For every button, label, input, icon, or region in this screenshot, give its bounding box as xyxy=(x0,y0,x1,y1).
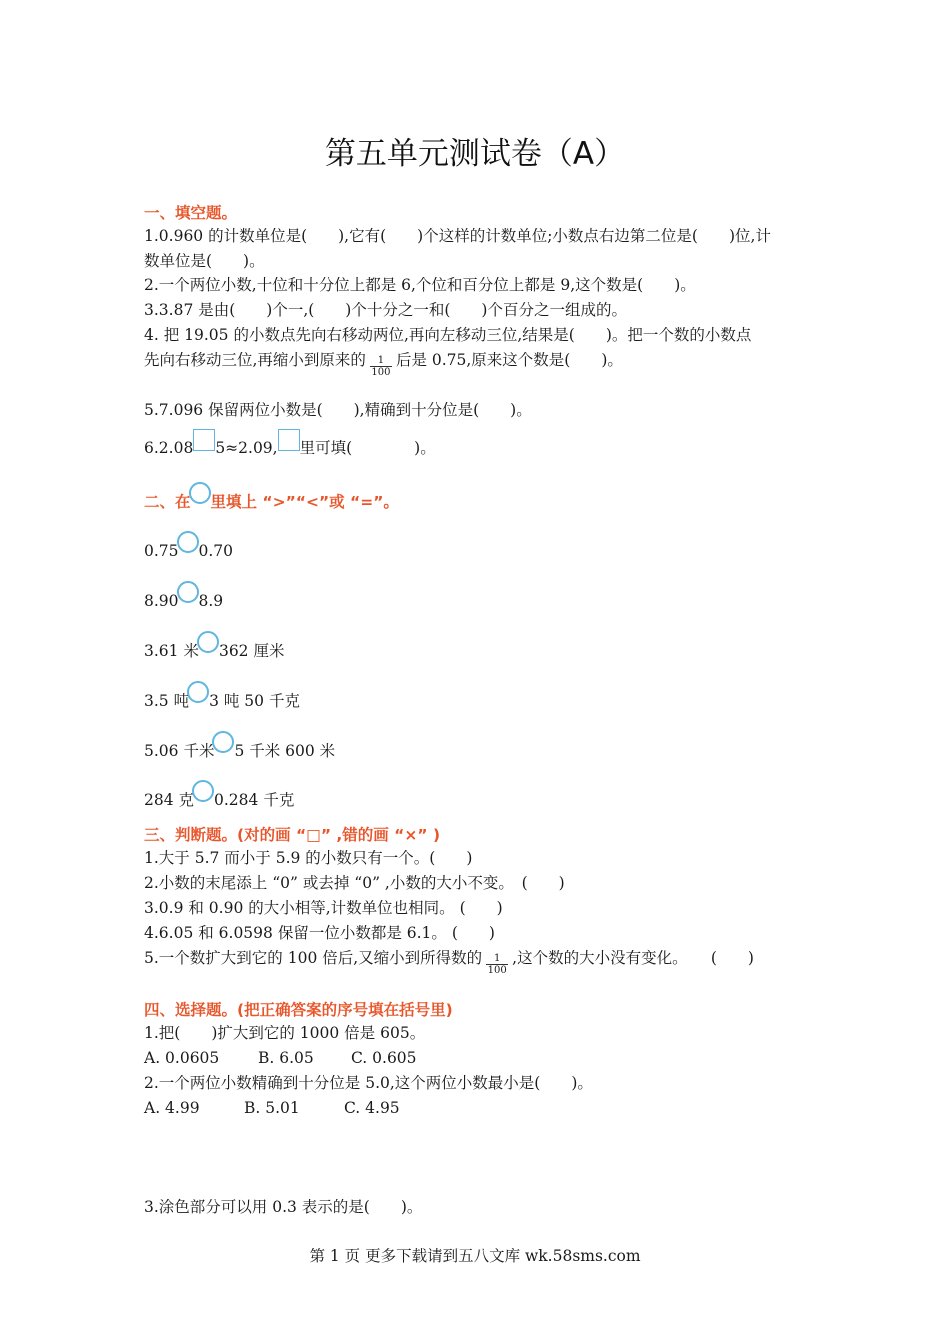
s4-q2-option-a[interactable]: A. 4.99 xyxy=(144,1099,200,1117)
fraction-1-100 xyxy=(370,355,392,375)
fraction-denominator: 100 xyxy=(371,367,391,375)
s2-heading-pre: 二、在 xyxy=(144,493,191,511)
s1-q4-line2 xyxy=(144,349,623,375)
compare-left: 284 克 xyxy=(144,791,195,809)
page-footer: 第 1 页 更多下载请到五八文库 wk.58sms.com xyxy=(309,1247,641,1265)
compare-left: 5.06 千米 xyxy=(144,742,215,760)
compare-circle[interactable] xyxy=(187,681,209,703)
compare-left: 0.75 xyxy=(144,542,179,560)
compare-right: 3 吨 50 千克 xyxy=(209,692,300,710)
s3-q5-text-post: ,这个数的大小没有变化。 ( ) xyxy=(512,949,754,967)
compare-circle[interactable] xyxy=(197,631,219,653)
blank-square[interactable] xyxy=(193,429,215,451)
s1-q4-text-post: 后是 0.75,原来这个数是( )。 xyxy=(395,351,623,369)
compare-item xyxy=(144,631,284,662)
section-2-heading xyxy=(144,482,399,512)
s3-q5-text-pre: 5.一个数扩大到它的 100 倍后,又缩小到所得数的 xyxy=(144,949,483,967)
compare-item xyxy=(144,531,233,562)
s4-q2-option-b[interactable]: B. 5.01 xyxy=(244,1099,300,1117)
compare-item xyxy=(144,731,335,762)
blank-square[interactable] xyxy=(278,429,300,451)
s3-q1: 1.大于 5.7 而小于 5.9 的小数只有一个。( ) xyxy=(144,849,473,867)
compare-right: 8.9 xyxy=(198,592,224,610)
s4-q1-option-a[interactable]: A. 0.0605 xyxy=(144,1049,220,1067)
s4-q3: 3.涂色部分可以用 0.3 表示的是( )。 xyxy=(144,1198,423,1216)
blank-circle xyxy=(189,482,211,504)
page-title: 第五单元测试卷（A） xyxy=(324,136,626,172)
s1-q6-text-b: 5≈2.09, xyxy=(215,439,278,457)
compare-right: 5 千米 600 米 xyxy=(234,742,336,760)
s4-q2-option-c[interactable]: C. 4.95 xyxy=(344,1099,400,1117)
s3-q3: 3.0.9 和 0.90 的大小相等,计数单位也相同。 ( ) xyxy=(144,899,503,917)
compare-circle[interactable] xyxy=(177,581,199,603)
compare-right: 0.70 xyxy=(198,542,234,560)
fraction-numerator: 1 xyxy=(486,953,508,965)
fraction-denominator: 100 xyxy=(487,965,507,973)
s4-q1-option-c[interactable]: C. 0.605 xyxy=(351,1049,417,1067)
compare-right: 0.284 千克 xyxy=(214,791,295,809)
s2-heading-post: 里填上 “>”“<”或 “=”。 xyxy=(210,493,399,511)
s1-q3: 3.3.87 是由( )个一,( )个十分之一和( )个百分之一组成的。 xyxy=(144,301,627,319)
s1-q2: 2.一个两位小数,十位和十分位上都是 6,个位和百分位上都是 9,这个数是( )。 xyxy=(144,276,696,294)
compare-left: 3.61 米 xyxy=(144,642,199,660)
s1-q1-line2: 数单位是( )。 xyxy=(144,252,265,270)
s4-q2: 2.一个两位小数精确到十分位是 5.0,这个两位小数最小是( )。 xyxy=(144,1074,593,1092)
s4-q1: 1.把( )扩大到它的 1000 倍是 605。 xyxy=(144,1024,426,1042)
s3-q5 xyxy=(144,947,754,973)
s1-q5: 5.7.096 保留两位小数是( ),精确到十分位是( )。 xyxy=(144,401,532,419)
compare-right: 362 厘米 xyxy=(218,642,285,660)
s1-q1-line1: 1.0.960 的计数单位是( ),它有( )个这样的计数单位;小数点右边第二位是( )位,计 xyxy=(144,227,771,245)
s1-q4-line1: 4. 把 19.05 的小数点先向右移动两位,再向左移动三位,结果是( )。把一个数的小数点 xyxy=(144,326,752,344)
section-3-heading: 三、判断题。(对的画 “□” ,错的画 “×” ) xyxy=(144,826,441,844)
s1-q4-text-pre: 先向右移动三位,再缩小到原来的 xyxy=(144,351,366,369)
section-4-heading: 四、选择题。(把正确答案的序号填在括号里) xyxy=(144,1001,453,1019)
s3-q2: 2.小数的末尾添上 “0” 或去掉 “0” ,小数的大小不变。 ( ) xyxy=(144,874,565,892)
s1-q6-text-c: 里可填( )。 xyxy=(299,439,436,457)
compare-left: 3.5 吨 xyxy=(144,692,190,710)
section-1-heading: 一、填空题。 xyxy=(144,204,238,222)
s1-q6-text-a: 6.2.08 xyxy=(144,439,194,457)
compare-circle[interactable] xyxy=(192,780,214,802)
s4-q1-option-b[interactable]: B. 6.05 xyxy=(258,1049,314,1067)
fraction-numerator: 1 xyxy=(370,355,392,367)
compare-item xyxy=(144,780,294,811)
fraction-1-100 xyxy=(486,953,508,973)
compare-left: 8.90 xyxy=(144,592,179,610)
compare-circle[interactable] xyxy=(212,731,234,753)
compare-item xyxy=(144,681,300,712)
s1-q6 xyxy=(144,429,436,459)
compare-item xyxy=(144,581,223,612)
compare-circle[interactable] xyxy=(177,531,199,553)
s3-q4: 4.6.05 和 6.0598 保留一位小数都是 6.1。 ( ) xyxy=(144,924,495,942)
